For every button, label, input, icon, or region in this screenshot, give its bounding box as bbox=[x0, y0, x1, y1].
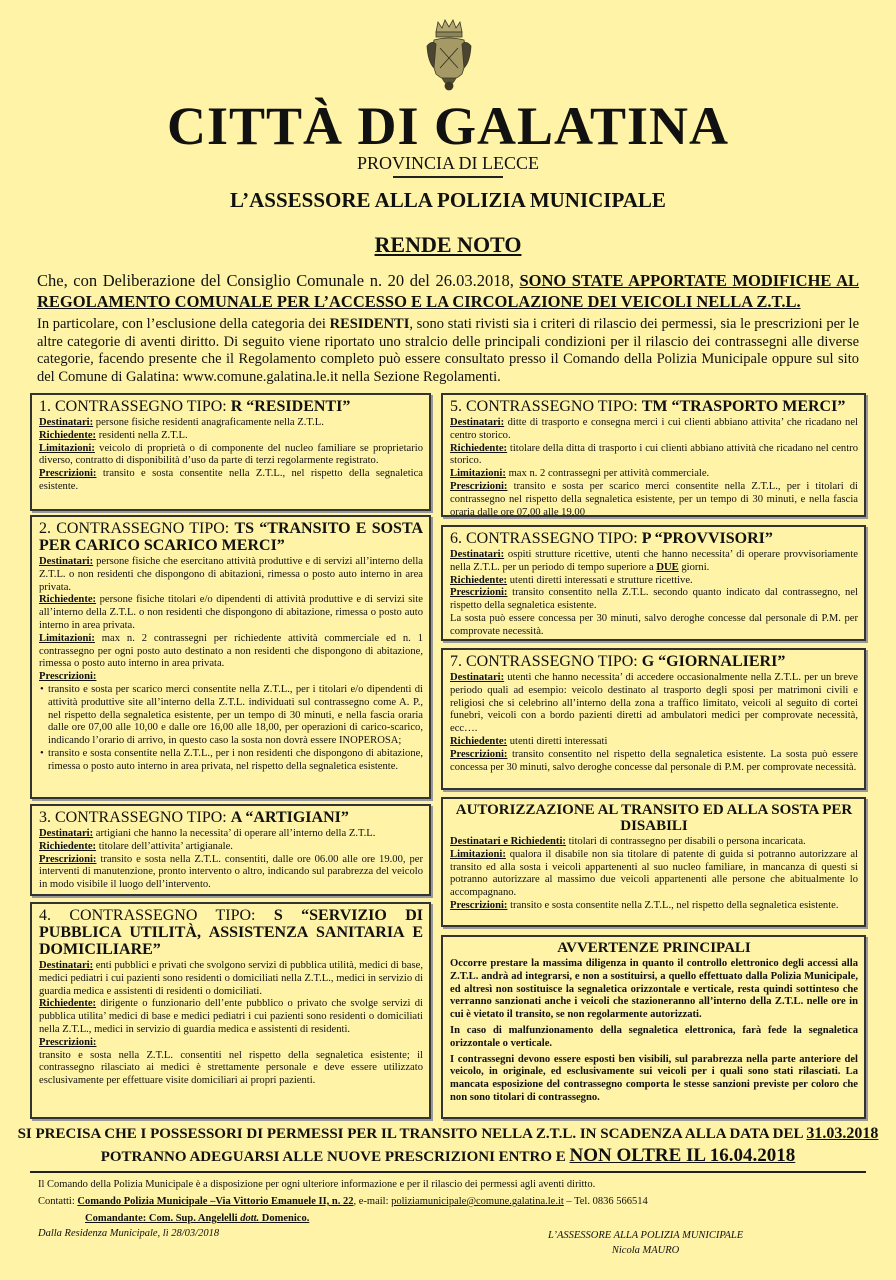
commander-name-start: Comandante: Com. Sup. Angelelli bbox=[85, 1213, 241, 1224]
warning-paragraph: In caso di malfunzionamento della segnaletica elettronica, farà fede la segnaletica orizzontale o verticale. bbox=[450, 1024, 858, 1049]
permit-name: TM “TRASPORTO MERCI” bbox=[641, 398, 846, 415]
label-destinatari: Destinatari: bbox=[39, 417, 94, 428]
permit-title bbox=[450, 530, 858, 547]
permit-richiedente: utenti diretti interessati bbox=[507, 735, 608, 747]
permit-richiedente: titolare della ditta di trasporto i cui clienti abbiano attività che ricadano nel centro storico. bbox=[450, 442, 858, 467]
permit-prefix: 5. CONTRASSEGNO TIPO: bbox=[450, 398, 642, 415]
permit-box-provvisori bbox=[441, 525, 866, 641]
permit-title bbox=[450, 653, 858, 670]
warnings-box bbox=[441, 935, 866, 1119]
permit-box-servizio-pubblico bbox=[30, 902, 431, 1119]
intro-body bbox=[37, 316, 859, 386]
signature-block bbox=[548, 1228, 743, 1258]
permit-limitazioni: max n. 2 contrassegni per richiedente attività commerciale ed n. 1 contrassegno per ogni posto auto destinato a non residenti che dispongono di abitazione, rimessa o posto auto interno in area privata. bbox=[39, 632, 423, 670]
label-richiedente: Richiedente: bbox=[450, 574, 508, 586]
label-richiedente: Richiedente: bbox=[450, 735, 508, 747]
coat-of-arms-icon bbox=[424, 18, 474, 98]
label-limitazioni: Limitazioni: bbox=[450, 468, 506, 480]
province-subtitle: PROVINCIA DI LECCE bbox=[356, 153, 539, 173]
permit-destinatari: artigiani che hanno la necessita’ di operare all’interno della Z.T.L. bbox=[93, 828, 376, 839]
permit-box-trasporto-merci bbox=[441, 393, 866, 517]
label-prescrizioni: Prescrizioni: bbox=[450, 480, 508, 492]
label-destinatari: Destinatari: bbox=[450, 417, 505, 428]
label-limitazioni: Limitazioni: bbox=[39, 632, 95, 644]
contacts-email-label: , e-mail: bbox=[353, 1196, 392, 1207]
commander-name-end: Domenico. bbox=[259, 1213, 310, 1224]
permit-title bbox=[39, 907, 423, 958]
permit-destinatari: enti pubblici e privati che svolgono servizi di pubblica utilità, medici di base, medici pediatri i cui pazienti sono residenti o domiciliati nella Z.T.L., medici in servizio di guardia medica e assistenti di residenti o domiciliati. bbox=[39, 960, 424, 997]
permit-prefix: 4. CONTRASSEGNO TIPO: bbox=[39, 907, 274, 924]
permit-title bbox=[39, 809, 423, 826]
intro-lead bbox=[37, 270, 859, 312]
permit-destinatari: utenti che hanno necessita’ di accedere occasionalmente nella Z.T.L. per un breve periodo quali ad esempio: veicolo destinato al trasporto degli sposi per matrimoni civili e religiosi che si celebrino all’interno della zona a traffico limitato, veicoli al seguito di cortei funebri, veicoli con a bordo pazienti diretti ad ambulatori medici per comprovate necessità, ecc…. bbox=[450, 672, 858, 735]
divider bbox=[393, 176, 503, 178]
label-prescrizioni: Prescrizioni: bbox=[450, 899, 508, 911]
label-richiedente: Richiedente: bbox=[39, 429, 97, 441]
label-destinatari-richiedenti: Destinatari e Richiedenti: bbox=[450, 836, 566, 847]
divider bbox=[30, 1171, 866, 1173]
disabled-destinatari: titolari di contrassegno per disabili o persona incaricata. bbox=[565, 836, 806, 847]
warning-paragraph: Occorre prestare la massima diligenza in quanto il controllo elettronico degli accessi alla Z.T.L. andrà ad integrarsi, e non a sostituirsi, a quello effettuato dalla Polizia Municipale, ed altresì non sostituisce la segnaletica orizzontale e verticale, resta quindi sottinteso che verranno sanzionati anche i veicoli che stazioneranno all’interno della Z.T.L. nelle ore in cui è vietato il transito, se non regolarmente autorizzati. bbox=[450, 958, 858, 1021]
permit-name: P “PROVVISORI” bbox=[641, 530, 773, 547]
notice-line-2: POTRANNO ADEGUARSI ALLE NUOVE PRESCRIZIONI ENTRO E bbox=[100, 1149, 570, 1165]
label-prescrizioni: Prescrizioni: bbox=[39, 853, 97, 865]
permit-title bbox=[39, 520, 423, 554]
intro-body-bold: RESIDENTI bbox=[329, 316, 410, 332]
permit-box-artigiani bbox=[30, 804, 431, 896]
label-limitazioni: Limitazioni: bbox=[39, 442, 95, 454]
permit-title bbox=[450, 398, 858, 415]
list-item: • transito e sosta per scarico merci consentite nella Z.T.L., per i titolari e/o dipendenti di attività produttive site all’interno della Z.T.L. individuati sul contrassegno come A. P., nel rispetto della segnaletica esistente, per un tempo di 30 minuti, e nella fascia oraria dalle ore 07,00 alle 10,00 e dalle ore 16,00 alle 18,00, per operazioni di carico-scarico, indicando l’orario di arrivo, in questo caso la sosta non dovrà essere INOPEROSA; bbox=[48, 684, 423, 748]
permit-name: TS “TRANSITO E SOSTA PER CARICO SCARICO MERCI” bbox=[39, 520, 423, 554]
permit-richiedente: titolare dell’attivita’ artigianale. bbox=[96, 840, 233, 852]
contacts-email-link[interactable]: poliziamunicipale@comune.galatina.le.it bbox=[391, 1196, 564, 1207]
permit-destinatari: ospiti strutture ricettive, utenti che hanno necessita’ di operare provvisoriamente nella Z.T.L. per un periodo di tempo superiore a bbox=[450, 549, 858, 573]
permit-prescrizioni: transito consentito nel rispetto della segnaletica esistente. La sosta può essere concessa per 30 minuti, salvo deroghe concesse dal personale di P.M. per comprovate necessità. bbox=[450, 748, 858, 773]
permit-prescrizioni: transito consentito nella Z.T.L. secondo quanto indicato dal contrassegno, nel rispetto della segnaletica esistente. bbox=[450, 587, 858, 612]
list-item: • transito e sosta consentite nella Z.T.L., per i non residenti che dispongono di abitazione, rimessa o posto auto interno in area privata, nel rispetto della segnaletica esistente. bbox=[48, 748, 423, 774]
permit-title bbox=[39, 398, 423, 415]
notice-deadline-date: NON OLTRE IL 16.04.2018 bbox=[569, 1145, 796, 1166]
intro-lead-emphasis: SONO STATE APPORTATE MODIFICHE AL REGOLAMENTO COMUNALE PER L’ACCESSO E LA CIRCOLAZIONE DEI VEICOLI NELLA Z.T.L. bbox=[37, 271, 860, 311]
label-prescrizioni: Prescrizioni: bbox=[39, 671, 97, 683]
permit-richiedente: dirigente o funzionario dell’ente pubblico o privato che svolge servizi di pubblica utilita’ medici di base e medici pediatri i cui pazienti sono residenti o domiciliati nella Z.T.L., medici in servizio di guardia medica e assistenti di residenti. bbox=[39, 998, 423, 1035]
announcement-heading: RENDE NOTO bbox=[374, 232, 522, 257]
page-title: CITTÀ DI GALATINA bbox=[166, 96, 730, 156]
permit-limitazioni: max n. 2 contrassegni per attività commerciale. bbox=[505, 468, 710, 480]
label-destinatari: Destinatari: bbox=[39, 960, 94, 971]
warnings-title: AVVERTENZE PRINCIPALI bbox=[557, 940, 751, 956]
deadline-notice bbox=[0, 1123, 896, 1168]
permit-prescrizioni: transito e sosta consentite nella Z.T.L., nel rispetto della segnaletica esistente. bbox=[39, 468, 423, 492]
label-limitazioni: Limitazioni: bbox=[450, 848, 506, 860]
label-richiedente: Richiedente: bbox=[450, 442, 508, 454]
permit-richiedente: persone fisiche titolari e/o dipendenti di attività produttive e di servizi site all’interno della Z.T.L. o non residenti che dispongono di abitazione, rimessa o posto auto interno in area privata. bbox=[39, 594, 423, 631]
disabled-permit-box bbox=[441, 797, 866, 927]
permit-destinatari: persone fisiche residenti anagraficamente nella Z.T.L. bbox=[93, 417, 324, 428]
permit-note: La sosta può essere concessa per 30 minuti, salvo deroghe concesse dal personale di P.M. per comprovate necessità. bbox=[450, 612, 858, 637]
notice-line-1: SI PRECISA CHE I POSSESSORI DI PERMESSI PER IL TRANSITO NELLA Z.T.L. IN SCADENZA ALLA DATA DEL bbox=[17, 1126, 807, 1142]
label-destinatari: Destinatari: bbox=[39, 556, 94, 567]
permit-box-giornalieri bbox=[441, 648, 866, 790]
contacts-commander bbox=[85, 1213, 309, 1224]
notice-expiry-date: 31.03.2018 bbox=[806, 1125, 879, 1142]
label-destinatari: Destinatari: bbox=[39, 828, 94, 839]
contacts-info: Il Comando della Polizia Municipale è a disposizione per ogni ulteriore informazione e per il rilascio dei permessi agli aventi diritto. bbox=[38, 1179, 596, 1190]
permit-destinatari-end: giorni. bbox=[678, 561, 710, 573]
intro-lead-text: Che, con Deliberazione del Consiglio Comunale n. 20 del 26.03.2018, bbox=[37, 271, 520, 290]
permit-richiedente: residenti nella Z.T.L. bbox=[96, 429, 188, 441]
permit-destinatari: ditte di trasporto e consegna merci i cui clienti abbiano attivita’ che ricadano nel centro storico. bbox=[450, 417, 858, 441]
label-richiedente: Richiedente: bbox=[39, 594, 97, 606]
warning-paragraph: I contrassegni devono essere esposti ben visibili, sul parabrezza nella parte anteriore del veicolo, in originale, ed esclusivamente sui veicoli per i quali sono stati rilasciati. La mancata esposizione del contrassegno comporta le stesse sanzioni previste per coloro che non sono titolari di contrassegno. bbox=[450, 1053, 858, 1103]
label-destinatari: Destinatari: bbox=[450, 549, 505, 560]
contacts-section bbox=[38, 1176, 648, 1227]
label-prescrizioni: Prescrizioni: bbox=[450, 587, 508, 599]
contacts-label: Contatti: bbox=[38, 1196, 78, 1207]
label-destinatari: Destinatari: bbox=[450, 672, 505, 683]
disabled-limitazioni: qualora il disabile non sia titolare di patente di guida si potranno autorizzare al transito ed alla sosta i veicoli appartenenti al suo nucleo familiare, in mancanza di questi si potranno autorizzare al massimo due veicoli appartenenti alle persone che abitualmente lo accompagnano. bbox=[450, 848, 858, 899]
commander-title: dott. bbox=[240, 1213, 260, 1224]
label-prescrizioni: Prescrizioni: bbox=[39, 1036, 97, 1048]
label-prescrizioni: Prescrizioni: bbox=[450, 748, 508, 760]
permit-prefix: 7. CONTRASSEGNO TIPO: bbox=[450, 653, 642, 670]
permit-prefix: 1. CONTRASSEGNO TIPO: bbox=[39, 398, 231, 415]
label-richiedente: Richiedente: bbox=[39, 840, 97, 852]
permit-prescrizioni: transito e sosta nella Z.T.L. consentiti nel rispetto della segnaletica esistente; il contrassegno rilasciato ai medici è strettamente personale e deve essere utilizzato esclusivamente per effettuare visite domiciliari ai propri pazienti. bbox=[39, 1049, 423, 1087]
label-prescrizioni: Prescrizioni: bbox=[39, 468, 97, 480]
intro-body-text-end: , sono stati rivisti sia i criteri di rilascio dei permessi, sia le prescrizioni per le altre categorie di aventi diritto. Di seguito viene riportato uno stralcio delle principali condizioni per il rilascio dei contrassegni alle diverse categorie, facendo presente che il Regolamento completo può essere consultato presso il Comando della Polizia Municipale oppure sul sito del Comune di Galatina: www.comune.galatina.le.it nella Sezione Regolamenti. bbox=[37, 316, 860, 385]
permit-name: R “RESIDENTI” bbox=[230, 398, 351, 415]
disabled-prescrizioni: transito e sosta consentite nella Z.T.L., nel rispetto della segnaletica esistente. bbox=[507, 899, 839, 911]
permit-prefix: 2. CONTRASSEGNO TIPO: bbox=[39, 520, 235, 537]
prescrizioni-list bbox=[39, 684, 423, 774]
permit-destinatari: persone fisiche che esercitano attività produttive e di servizi all’interno della Z.T.L. o non residenti che dispongono di abitazioni, rimessa o posto auto interno in area privata. bbox=[39, 556, 423, 593]
permit-name: S “SERVIZIO DI PUBBLICA UTILITÀ, ASSISTENZA SANITARIA E DOMICILIARE” bbox=[39, 907, 423, 958]
issuer-heading: L’ASSESSORE ALLA POLIZIA MUNICIPALE bbox=[230, 188, 666, 212]
permit-prescrizioni: transito e sosta nella Z.T.L. consentiti, dalle ore 06.00 alle ore 19.00, per interventi di manutenzione, pronto intervento o altro, indicando sul parabrezza del veicolo in modo visibile il luogo dell’intervento. bbox=[39, 853, 423, 891]
permit-box-transito-sosta bbox=[30, 515, 431, 799]
disabled-permit-title: AUTORIZZAZIONE AL TRANSITO ED ALLA SOSTA PER DISABILI bbox=[455, 802, 853, 834]
intro-body-text: In particolare, con l’esclusione della categoria dei bbox=[37, 316, 330, 332]
signatory-title: L’ASSESSORE ALLA POLIZIA MUNICIPALE bbox=[548, 1230, 744, 1241]
signatory-name: Nicola MAURO bbox=[611, 1245, 680, 1256]
label-richiedente: Richiedente: bbox=[39, 998, 97, 1010]
permit-box-residenti bbox=[30, 393, 431, 511]
permit-name: G “GIORNALIERI” bbox=[641, 653, 786, 670]
permit-limitazioni: veicolo di proprietà o di componente del nucleo familiare se proprietario diverso, contratto di disponibilità d’uso da parte di terzi regolarmente registrato. bbox=[39, 442, 423, 467]
permit-prefix: 3. CONTRASSEGNO TIPO: bbox=[39, 809, 231, 826]
contacts-phone: – Tel. 0836 566514 bbox=[563, 1196, 648, 1207]
permit-destinatari-emphasis: DUE bbox=[656, 561, 679, 573]
permit-prescrizioni: transito e sosta per scarico merci consentite nella Z.T.L., per i titolari di contrassegno nel rispetto della segnaletica esistente, per un tempo di 30 minuti, e nella fascia oraria dalle ore 07,00 alle 19,00 bbox=[450, 480, 858, 518]
place-date: Dalla Residenza Municipale, lì 28/03/2018 bbox=[38, 1228, 220, 1239]
contacts-address: Comando Polizia Municipale –Via Vittorio Emanuele II, n. 22 bbox=[77, 1196, 354, 1207]
permit-name: A “ARTIGIANI” bbox=[230, 809, 349, 826]
permit-prefix: 6. CONTRASSEGNO TIPO: bbox=[450, 530, 642, 547]
permit-richiedente: utenti diretti interessati e strutture ricettive. bbox=[507, 574, 693, 586]
